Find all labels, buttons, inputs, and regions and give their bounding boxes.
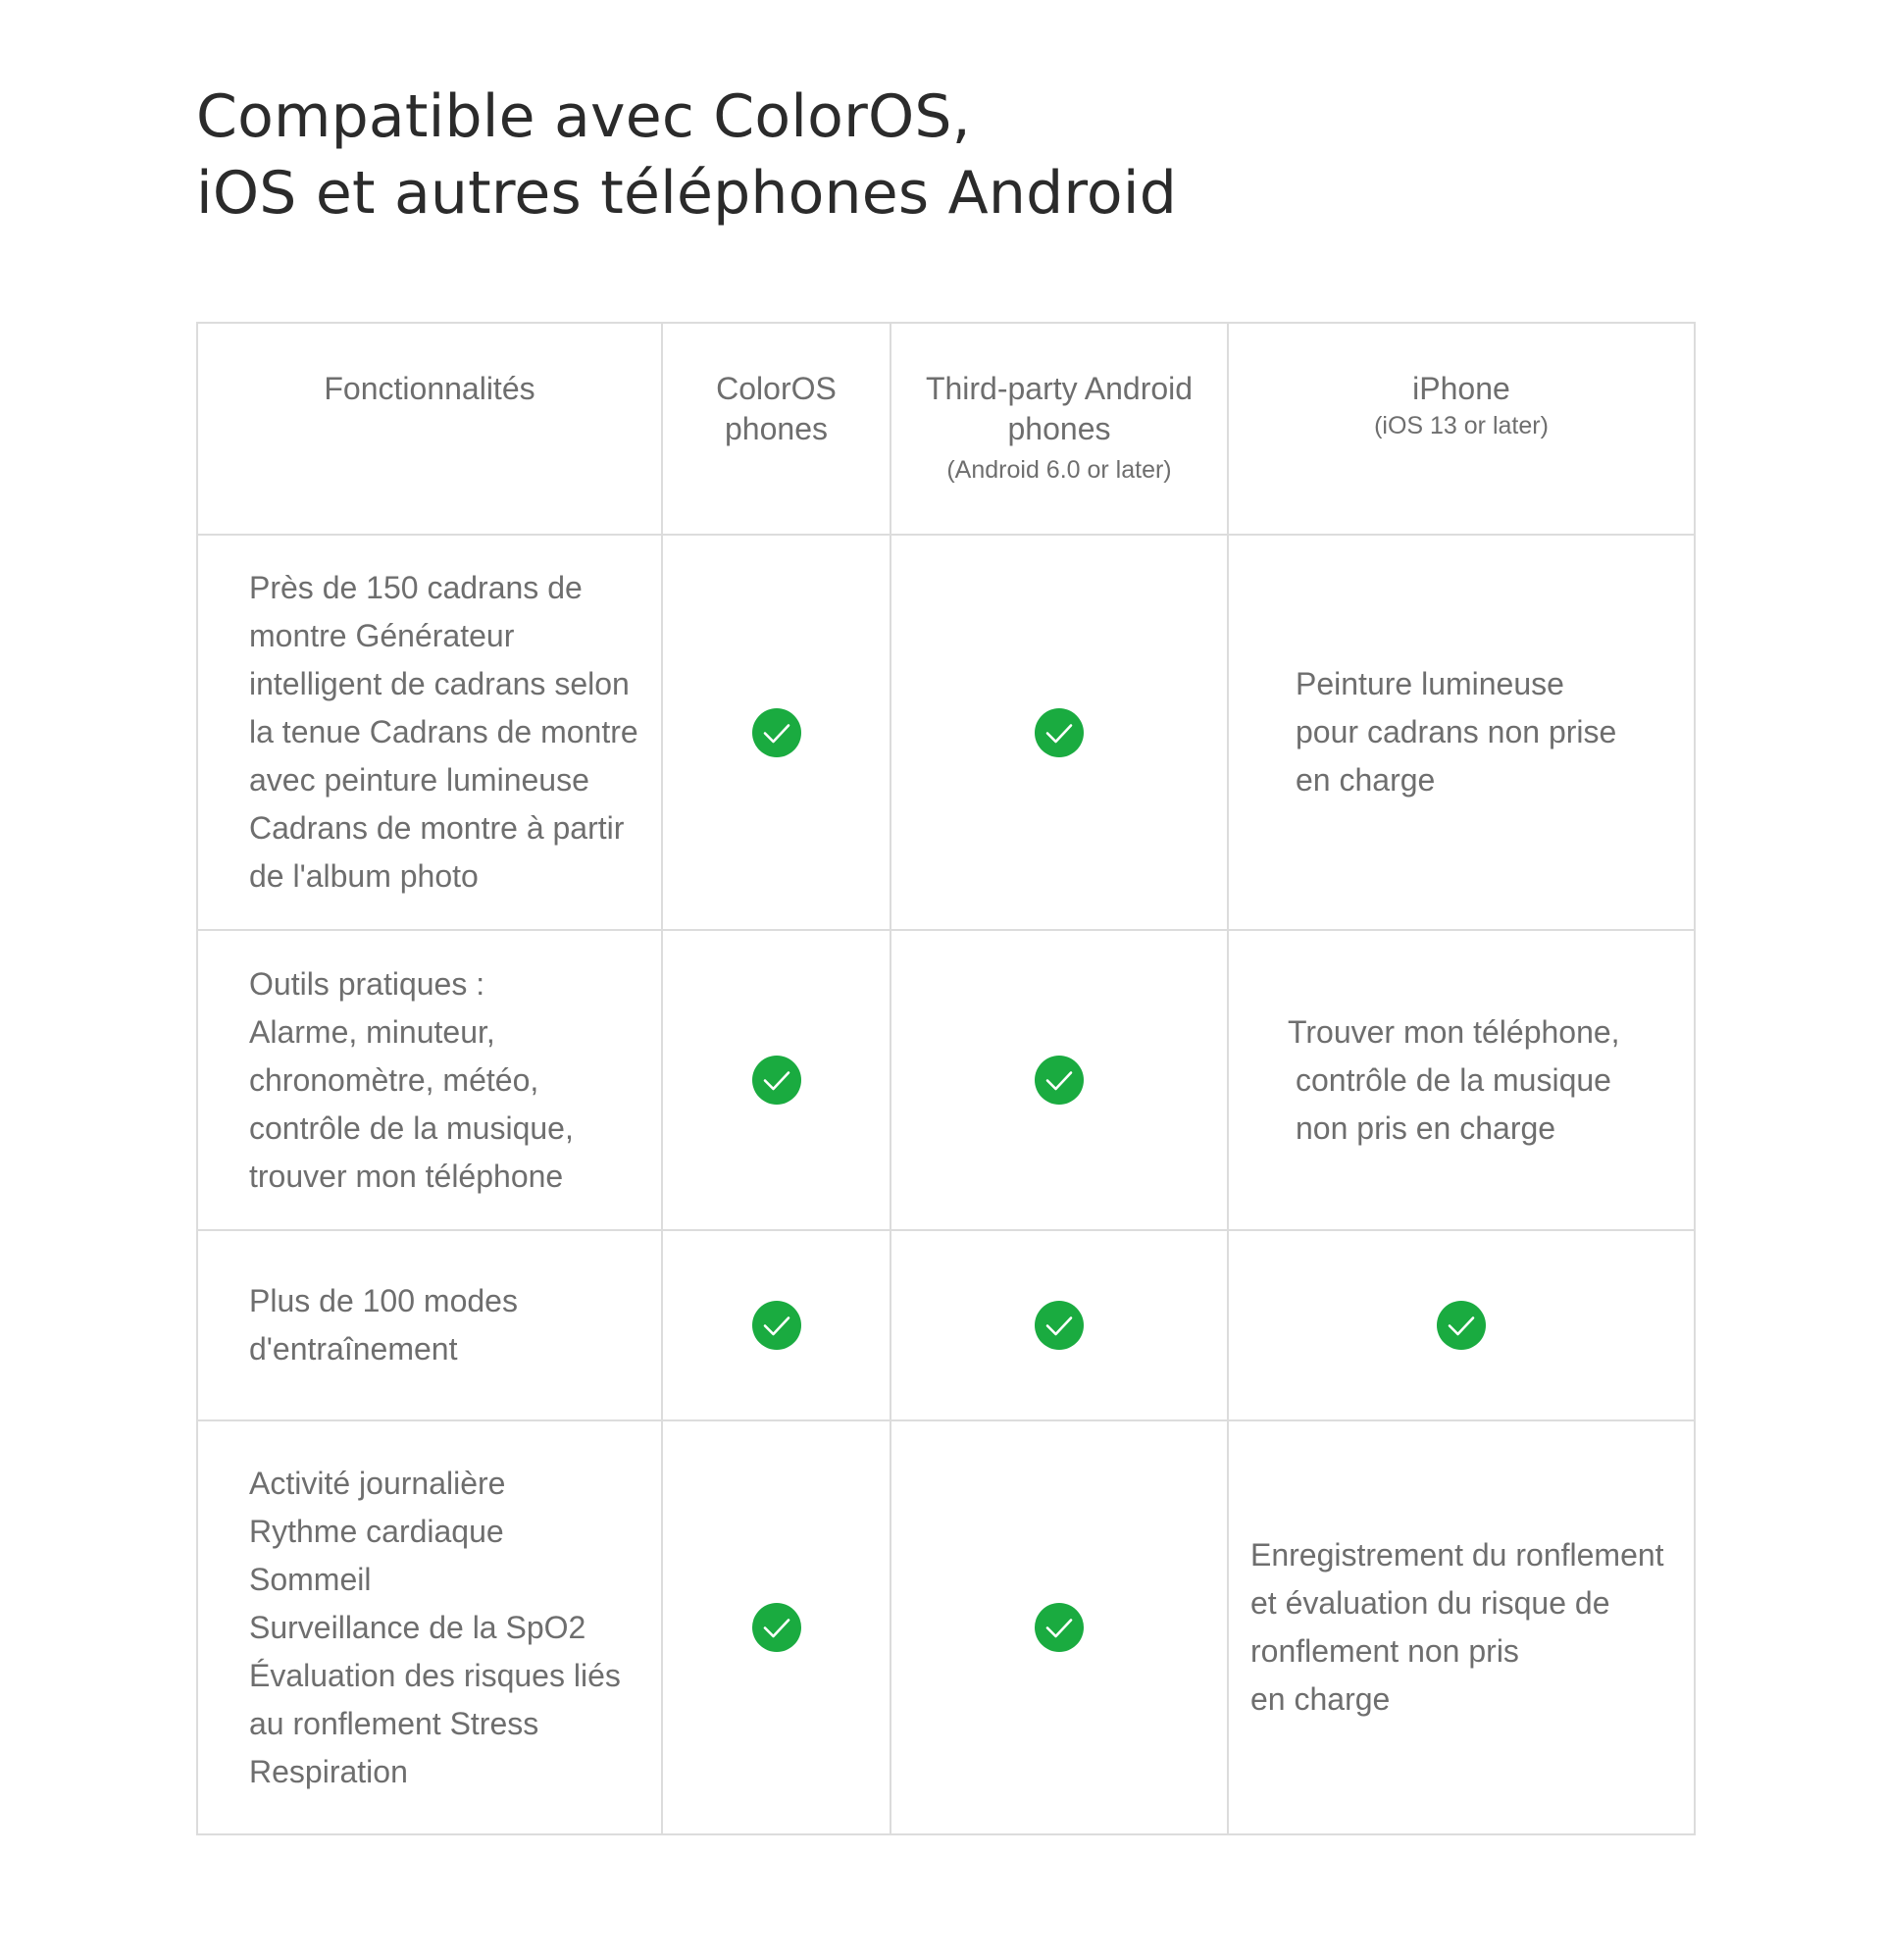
check-circle-icon bbox=[1035, 1056, 1084, 1105]
header-label: Fonctionnalités bbox=[324, 371, 535, 406]
check-circle-icon bbox=[752, 1603, 801, 1652]
iphone-note-line: en charge bbox=[1296, 762, 1436, 798]
iphone-note-line: pour cadrans non prise bbox=[1296, 714, 1617, 749]
feature-line: la tenue Cadrans de montre bbox=[249, 714, 638, 749]
coloros-cell bbox=[662, 930, 891, 1230]
header-label: ColorOS phones bbox=[716, 371, 837, 446]
feature-line: d'entraînement bbox=[249, 1331, 458, 1367]
iphone-note-line: contrôle de la musique bbox=[1296, 1061, 1611, 1098]
iphone-cell bbox=[1228, 930, 1695, 1230]
iphone-note-line: Peinture lumineuse bbox=[1296, 666, 1564, 701]
table-row bbox=[197, 535, 1695, 930]
coloros-cell bbox=[662, 1230, 891, 1420]
table-header-row bbox=[197, 323, 1695, 535]
feature-line: de l'album photo bbox=[249, 858, 479, 894]
header-iphone bbox=[1228, 323, 1695, 535]
feature-line: avec peinture lumineuse bbox=[249, 762, 589, 798]
feature-line: Près de 150 cadrans de bbox=[249, 570, 583, 605]
feature-line: Rythme cardiaque bbox=[249, 1513, 504, 1549]
header-features bbox=[197, 323, 662, 535]
iphone-cell bbox=[1228, 1230, 1695, 1420]
iphone-cell bbox=[1228, 1420, 1695, 1834]
page-title bbox=[196, 78, 1177, 232]
check-circle-icon bbox=[752, 1301, 801, 1350]
feature-line: Évaluation des risques liés bbox=[249, 1657, 621, 1693]
coloros-cell bbox=[662, 1420, 891, 1834]
header-sublabel: (Android 6.0 or later) bbox=[946, 456, 1172, 484]
iphone-note-line: Trouver mon téléphone, bbox=[1288, 1013, 1620, 1050]
iphone-note-line: non pris en charge bbox=[1296, 1109, 1556, 1146]
page-title-line: iOS et autres téléphones Android bbox=[196, 159, 1177, 228]
feature-cell bbox=[197, 930, 662, 1230]
feature-line: montre Générateur bbox=[249, 618, 515, 653]
feature-line: au ronflement Stress bbox=[249, 1705, 539, 1741]
check-circle-icon bbox=[1035, 708, 1084, 757]
android-cell bbox=[891, 535, 1228, 930]
feature-cell bbox=[197, 1230, 662, 1420]
feature-line: Plus de 100 modes bbox=[249, 1283, 518, 1318]
coloros-cell bbox=[662, 535, 891, 930]
header-label: iPhone bbox=[1412, 371, 1510, 406]
feature-line: Respiration bbox=[249, 1753, 408, 1789]
table-row bbox=[197, 1230, 1695, 1420]
iphone-note-line: en charge bbox=[1250, 1681, 1391, 1717]
table-row bbox=[197, 1420, 1695, 1834]
feature-line: intelligent de cadrans selon bbox=[249, 666, 630, 701]
feature-cell bbox=[197, 1420, 662, 1834]
feature-line: Cadrans de montre à partir bbox=[249, 810, 625, 846]
header-sublabel: (iOS 13 or later) bbox=[1374, 412, 1549, 439]
check-circle-icon bbox=[1035, 1301, 1084, 1350]
check-circle-icon bbox=[752, 708, 801, 757]
android-cell bbox=[891, 1420, 1228, 1834]
table-row bbox=[197, 930, 1695, 1230]
iphone-note-line: Enregistrement du ronflement bbox=[1250, 1537, 1664, 1573]
header-label: Third-party Android phones bbox=[925, 371, 1194, 446]
iphone-note-line: ronflement non pris bbox=[1250, 1633, 1519, 1669]
iphone-cell bbox=[1228, 535, 1695, 930]
feature-line: Sommeil bbox=[249, 1561, 372, 1597]
iphone-note-line: et évaluation du risque de bbox=[1250, 1585, 1610, 1621]
compatibility-table bbox=[196, 322, 1696, 1835]
page-title-line: Compatible avec ColorOS, bbox=[196, 82, 971, 151]
android-cell bbox=[891, 1230, 1228, 1420]
feature-line: trouver mon téléphone bbox=[249, 1158, 564, 1194]
feature-line: chronomètre, météo, bbox=[249, 1061, 539, 1098]
check-circle-icon bbox=[752, 1056, 801, 1105]
header-android bbox=[891, 323, 1228, 535]
feature-line: Surveillance de la SpO2 bbox=[249, 1609, 586, 1645]
android-cell bbox=[891, 930, 1228, 1230]
feature-line: Activité journalière bbox=[249, 1465, 506, 1501]
check-circle-icon bbox=[1035, 1603, 1084, 1652]
check-circle-icon bbox=[1437, 1301, 1486, 1350]
header-coloros bbox=[662, 323, 891, 535]
feature-line: Outils pratiques : bbox=[249, 965, 485, 1002]
feature-cell bbox=[197, 535, 662, 930]
feature-line: contrôle de la musique, bbox=[249, 1109, 574, 1146]
feature-line: Alarme, minuteur, bbox=[249, 1013, 495, 1050]
